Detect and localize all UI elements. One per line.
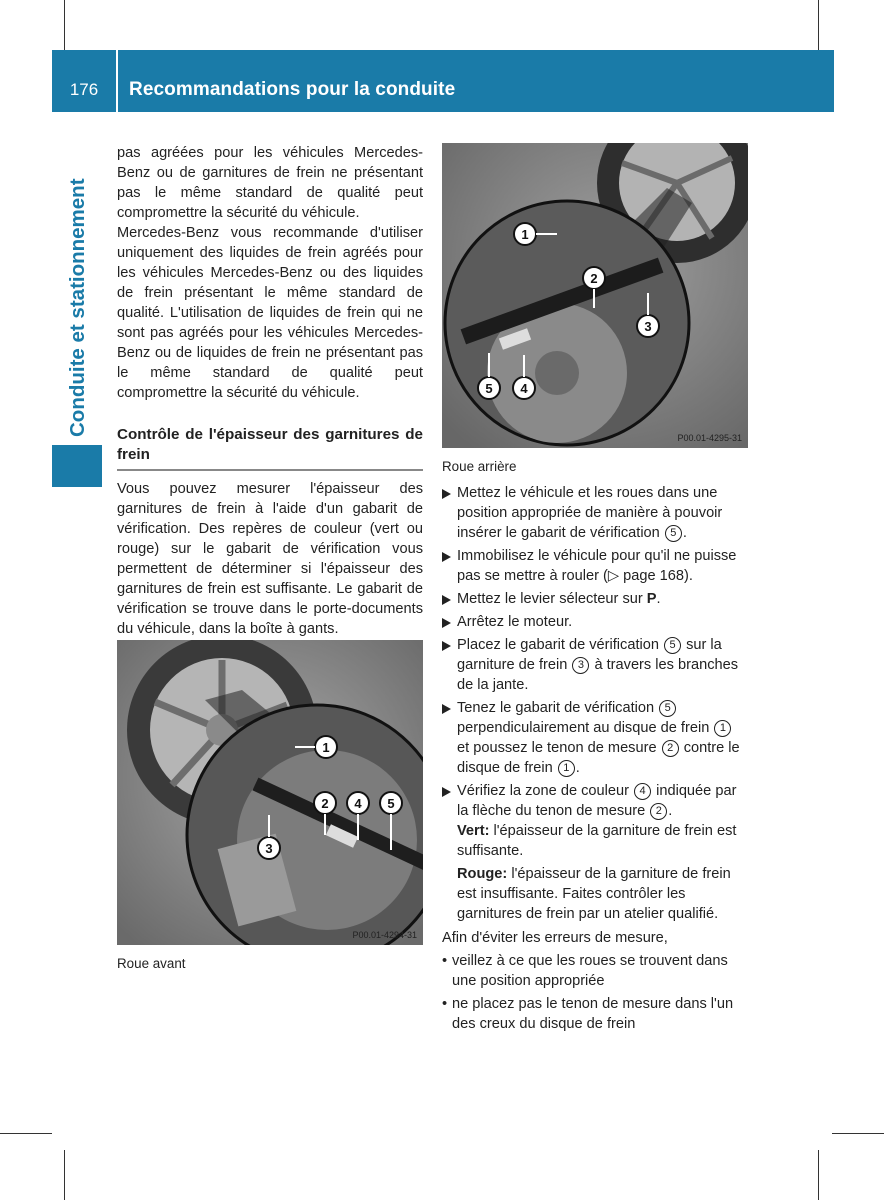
bullet-dot-icon: • (442, 996, 448, 1012)
right-column (442, 457, 748, 1034)
instruction-step: Tenez le gabarit de vérification 5 perpendiculairement au disque de frein 1 et poussez le tenon de mesure 2 contre le disque de frein 1 . (442, 698, 748, 778)
result-red: Rouge: l'épaisseur de la garniture de frein est insuffisante. Faites contrôler les garnitures de frein par un atelier qualifié. (457, 866, 731, 922)
number-badge: 3 (572, 657, 589, 674)
arrow-icon (442, 704, 451, 714)
paragraph: pas agréées pour les véhicules Mercedes-Benz ou de garnitures de frein ne présentant pas le même standard de qualité peut compromettre la sécurité du véhicule. (117, 145, 423, 221)
callout-3: 3 (644, 319, 652, 334)
front-wheel-photo (117, 640, 423, 945)
arrow-icon (442, 595, 451, 605)
photo-reference: P00.01-4295-31 (677, 433, 742, 443)
callout-4: 4 (520, 381, 528, 396)
number-badge: 4 (634, 783, 651, 800)
paragraph: Vous pouvez mesurer l'épaisseur des garnitures de frein à l'aide d'un gabarit de vérification. Des repères de couleur (vert ou rouge) sur le gabarit de vérification vous permettent de déterminer si l'épaisseur des garnitures de frein est suffisante. Le gabarit de vérification se trouve dans le porte-documents du véhicule, dans la boîte à gants. (117, 481, 423, 637)
arrow-icon (442, 787, 451, 797)
instruction-step: Mettez le levier sélecteur sur P. (442, 589, 748, 609)
callout-4: 4 (354, 796, 362, 811)
callout-5: 5 (387, 796, 395, 811)
arrow-icon (442, 641, 451, 651)
number-badge: 1 (558, 760, 575, 777)
number-badge: 2 (650, 803, 667, 820)
arrow-icon (442, 618, 451, 628)
instruction-step: Arrêtez le moteur. (442, 612, 748, 632)
left-column (117, 143, 423, 639)
instruction-step: Immobilisez le véhicule pour qu'il ne puisse pas se mettre à rouler (▷ page 168). (442, 546, 748, 586)
callout-1: 1 (521, 227, 529, 242)
crop-mark (818, 0, 819, 50)
instruction-step: Vérifiez la zone de couleur 4 indiquée par la flèche du tenon de mesure 2 . Vert: l'épaisseur de la garniture de frein est suffisante. Rouge: l'épaisseur de la garniture de frein est insuffisante. Faites contrôler les garnitures de frein par un atelier qualifié. (442, 781, 748, 924)
callout-2: 2 (321, 796, 329, 811)
callout-5: 5 (485, 381, 493, 396)
crop-mark (64, 0, 65, 50)
page-number: 176 (69, 80, 99, 99)
number-badge: 5 (664, 637, 681, 654)
figure-caption: Roue arrière (442, 459, 517, 474)
bullet-dot-icon: • (442, 953, 448, 969)
crop-mark (832, 1133, 884, 1134)
list-item: • veillez à ce que les roues se trouvent dans une position appropriée (442, 953, 728, 989)
arrow-icon (442, 552, 451, 562)
rear-wheel-photo (442, 143, 748, 448)
callout-1: 1 (322, 740, 330, 755)
heading-rule (117, 469, 423, 471)
header-divider (116, 50, 118, 112)
number-badge: 2 (662, 740, 679, 757)
paragraph: Afin d'éviter les erreurs de mesure, (442, 930, 668, 946)
number-badge: 5 (665, 525, 682, 542)
crop-mark (0, 1133, 52, 1134)
section-tab (52, 445, 102, 487)
instruction-step: Placez le gabarit de vérification 5 sur la garniture de frein 3 à travers les branches de la jante. (442, 635, 748, 695)
number-badge: 1 (714, 720, 731, 737)
section-heading: Contrôle de l'épaisseur des garnitures de frein (117, 426, 423, 463)
list-item: • ne placez pas le tenon de mesure dans l'un des creux du disque de frein (442, 996, 734, 1032)
crop-mark (818, 1150, 819, 1200)
photo-reference: P00.01-4294-31 (352, 930, 417, 940)
crop-mark (64, 1150, 65, 1200)
result-green: Vert: l'épaisseur de la garniture de frein est suffisante. (457, 823, 737, 859)
section-title: Conduite et stationnement (66, 178, 89, 437)
page-title: Recommandations pour la conduite (129, 79, 456, 100)
instruction-step: Mettez le véhicule et les roues dans une position appropriée de manière à pouvoir insérer le gabarit de vérification 5 . (442, 483, 748, 543)
callout-3: 3 (265, 841, 273, 856)
figure-caption: Roue avant (117, 956, 186, 971)
number-badge: 5 (659, 700, 676, 717)
callout-2: 2 (590, 271, 598, 286)
page-header (52, 50, 834, 112)
paragraph: Mercedes-Benz vous recommande d'utiliser uniquement des liquides de frein agréés pour les véhicules Mercedes-Benz ou des liquides de frein présentant le même standard de qualité. L'utilisation de liquides de frein qui ne sont pas agréés pour les véhicules Mercedes-Benz ou de liquides de frein ne présentant pas le même standard de qualité peut compromettre la sécurité du véhicule. (117, 225, 423, 401)
arrow-icon (442, 489, 451, 499)
